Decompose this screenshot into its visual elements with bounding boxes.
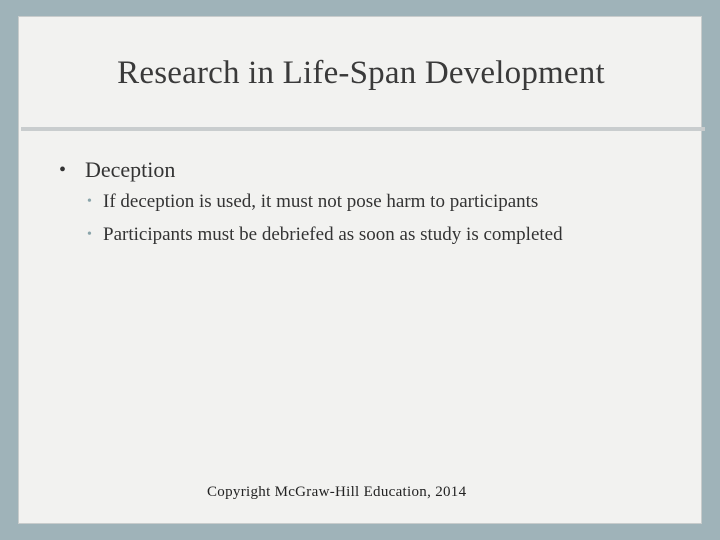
title-divider [21,127,705,131]
slide-content [55,155,675,251]
slide-frame [18,16,702,524]
slide-title: Research in Life-Span Development [117,55,605,91]
bullet-text: Deception [85,157,176,182]
sub-bullet-dot-icon: • [87,227,92,242]
sub-bullet-text: If deception is used, it must not pose harm to participants [103,191,539,212]
copyright-footer: Copyright McGraw-Hill Education, 2014 [207,484,467,500]
sub-bullet-item [55,185,675,218]
bullet-item-deception [55,155,675,185]
title-area [19,17,703,127]
sub-bullet-dot-icon: • [87,194,92,209]
bullet-dot-icon: • [59,159,67,181]
sub-bullet-text: Participants must be debriefed as soon as study is completed [103,224,563,245]
sub-bullet-item [55,218,675,251]
